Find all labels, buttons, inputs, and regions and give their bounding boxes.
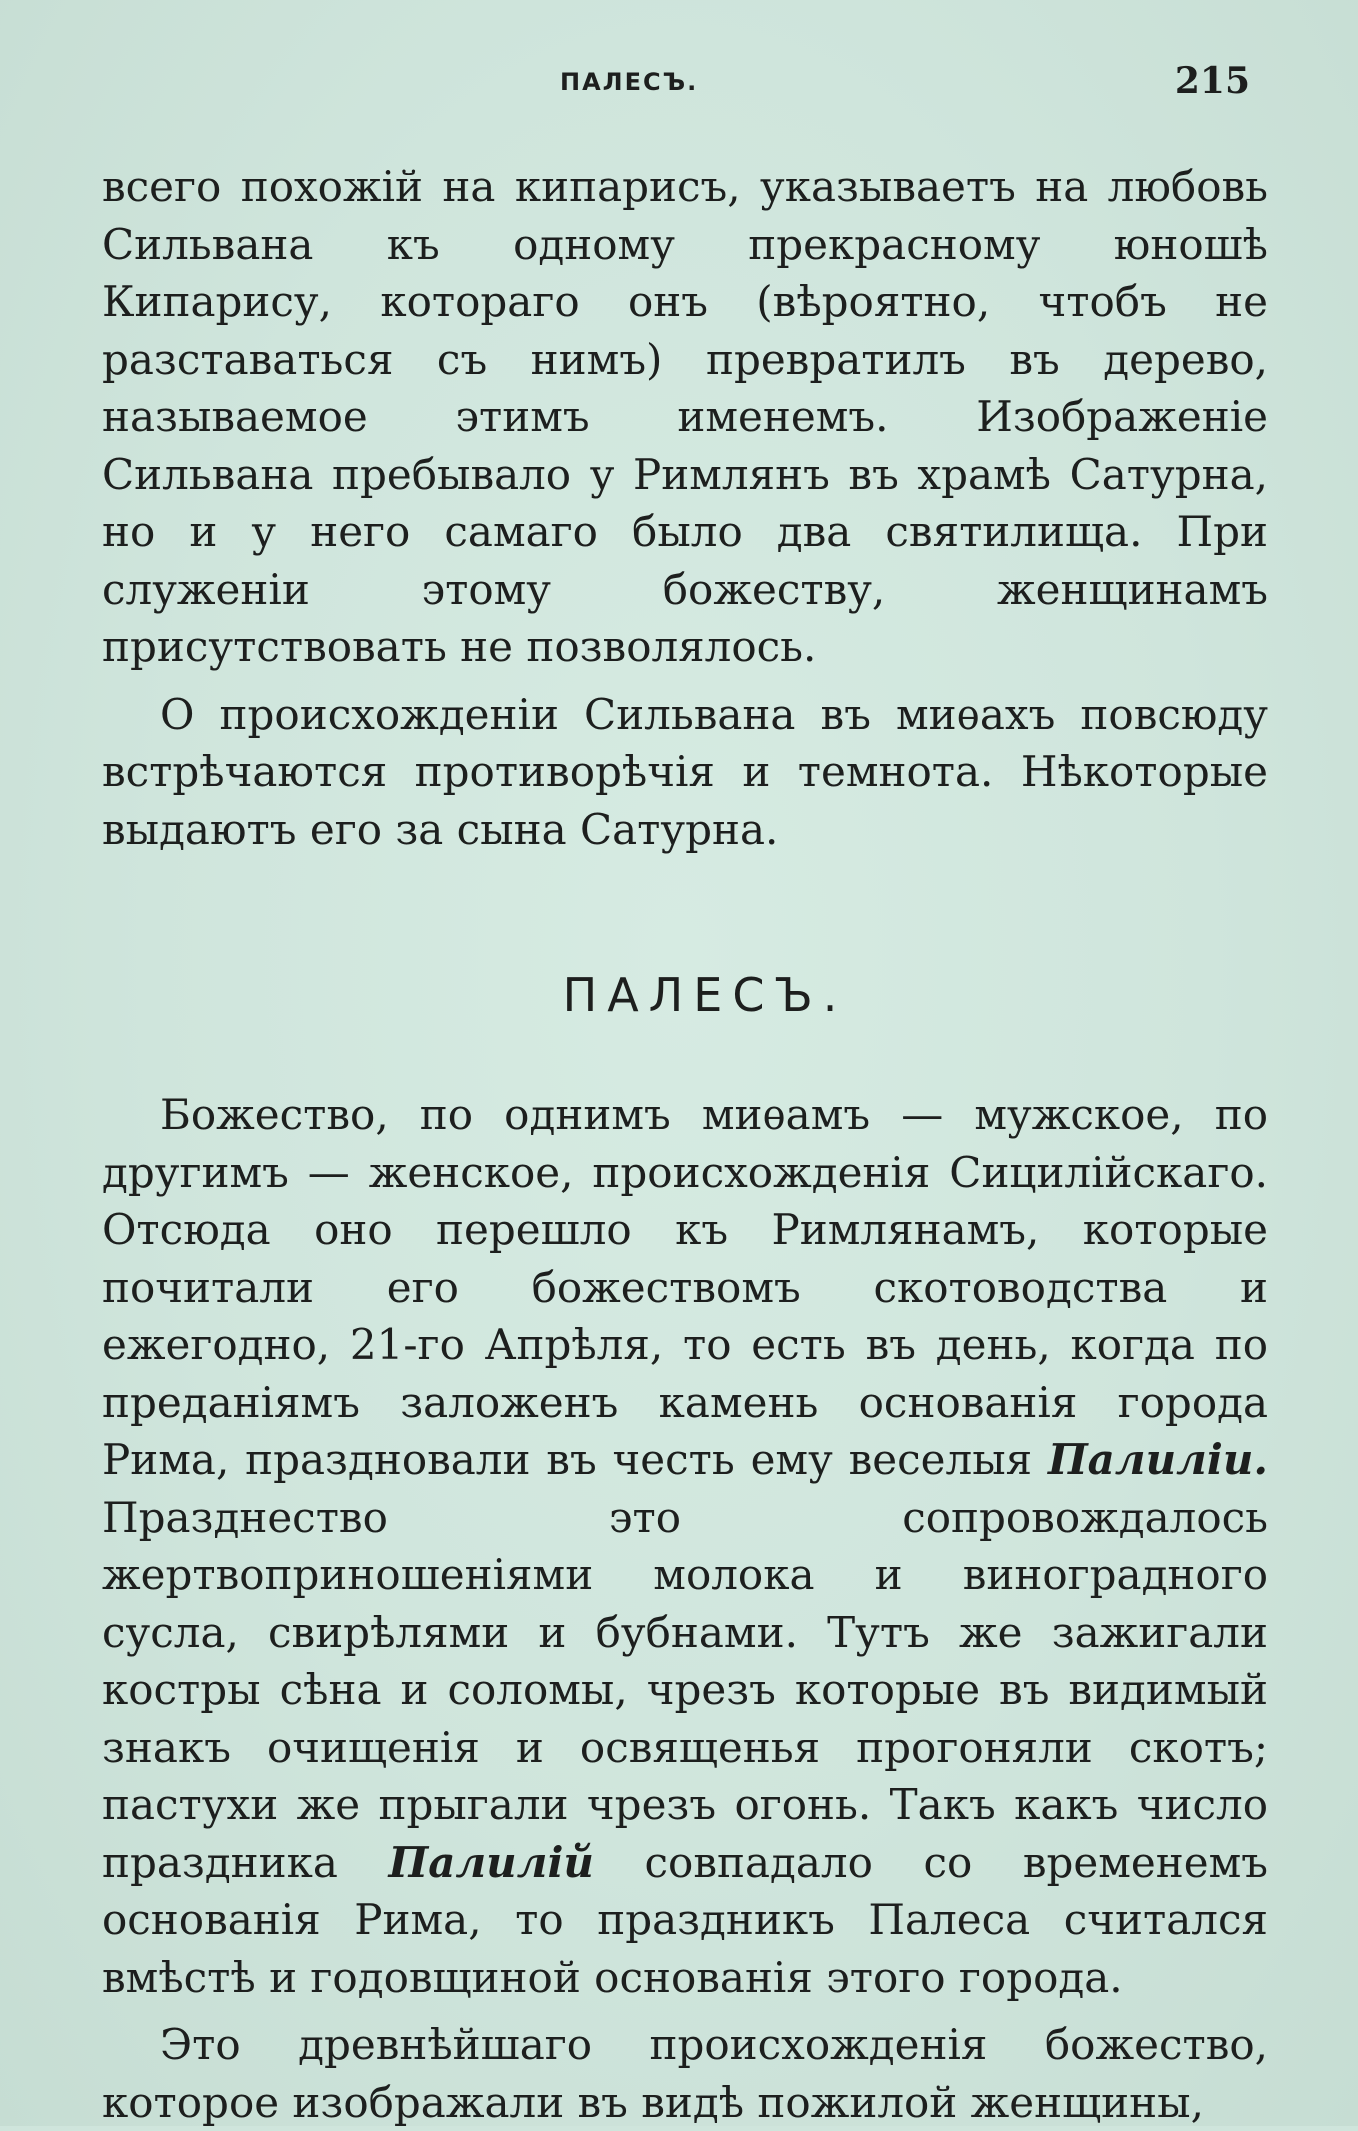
paragraph-1: всего похожій на кипарисъ, указываетъ на любовь Сильвана къ одному прекрасному юношѣ Кипарису, котораго онъ (вѣроятно, чтобъ не разставаться съ нимъ) превратилъ въ дерево, называемое этимъ именемъ. Изображеніе Сильвана пребывало у Римлянъ въ храмѣ Сатурна, но и у него самаго было два святилища. При служеніи этому божеству, женщинамъ присутствовать не позволялось.	[102, 162, 1268, 671]
paragraph-3	[102, 1086, 1268, 2006]
paragraph-3-part-c: совпадало со временемъ основанія Рима, то праздникъ Палеса считался вмѣстѣ и годовщиной основанія этого города.	[102, 1837, 1268, 2002]
paragraph-4: Это древнѣйшаго происхожденія божество, которое изображали въ видѣ пожилой женщины,	[102, 2020, 1268, 2127]
page-number: 215	[1174, 60, 1250, 102]
text-block	[102, 158, 1268, 2131]
paragraph-3-emphasis-2: Палилій	[388, 1837, 594, 1887]
section-title: ПАЛЕСЪ.	[562, 968, 848, 1022]
running-header	[0, 60, 1358, 100]
paragraph-3-part-a: Божество, по однимъ миѳамъ — мужское, по другимъ — женское, происхожденія Сицилійскаго. Отсюда оно перешло къ Римлянамъ, которые почитали его божествомъ скотоводства и ежегодно, 21-го Апрѣля, то есть въ день, когда по преданіямъ заложенъ камень основанія города Рима, праздновали въ честь ему веселыя	[102, 1090, 1268, 1484]
paragraph-2: О происхожденіи Сильвана въ миѳахъ повсюду встрѣчаются противорѣчія и темнота. Нѣкоторые выдаютъ его за сына Сатурна.	[102, 689, 1268, 854]
paragraph-3-part-b: Празднество это сопровождалось жертвоприношеніями молока и виноградного сусла, свирѣлями и бубнами. Тутъ же зажигали костры сѣна и соломы, чрезъ которые въ видимый знакъ очищенія и освященья прогоняли скотъ; пастухи же прыгали чрезъ огонь. Такъ какъ число праздника	[102, 1492, 1268, 1887]
running-title: ПАЛЕСЪ.	[560, 68, 699, 96]
paragraph-3-emphasis-1: Палиліи.	[1047, 1435, 1268, 1484]
